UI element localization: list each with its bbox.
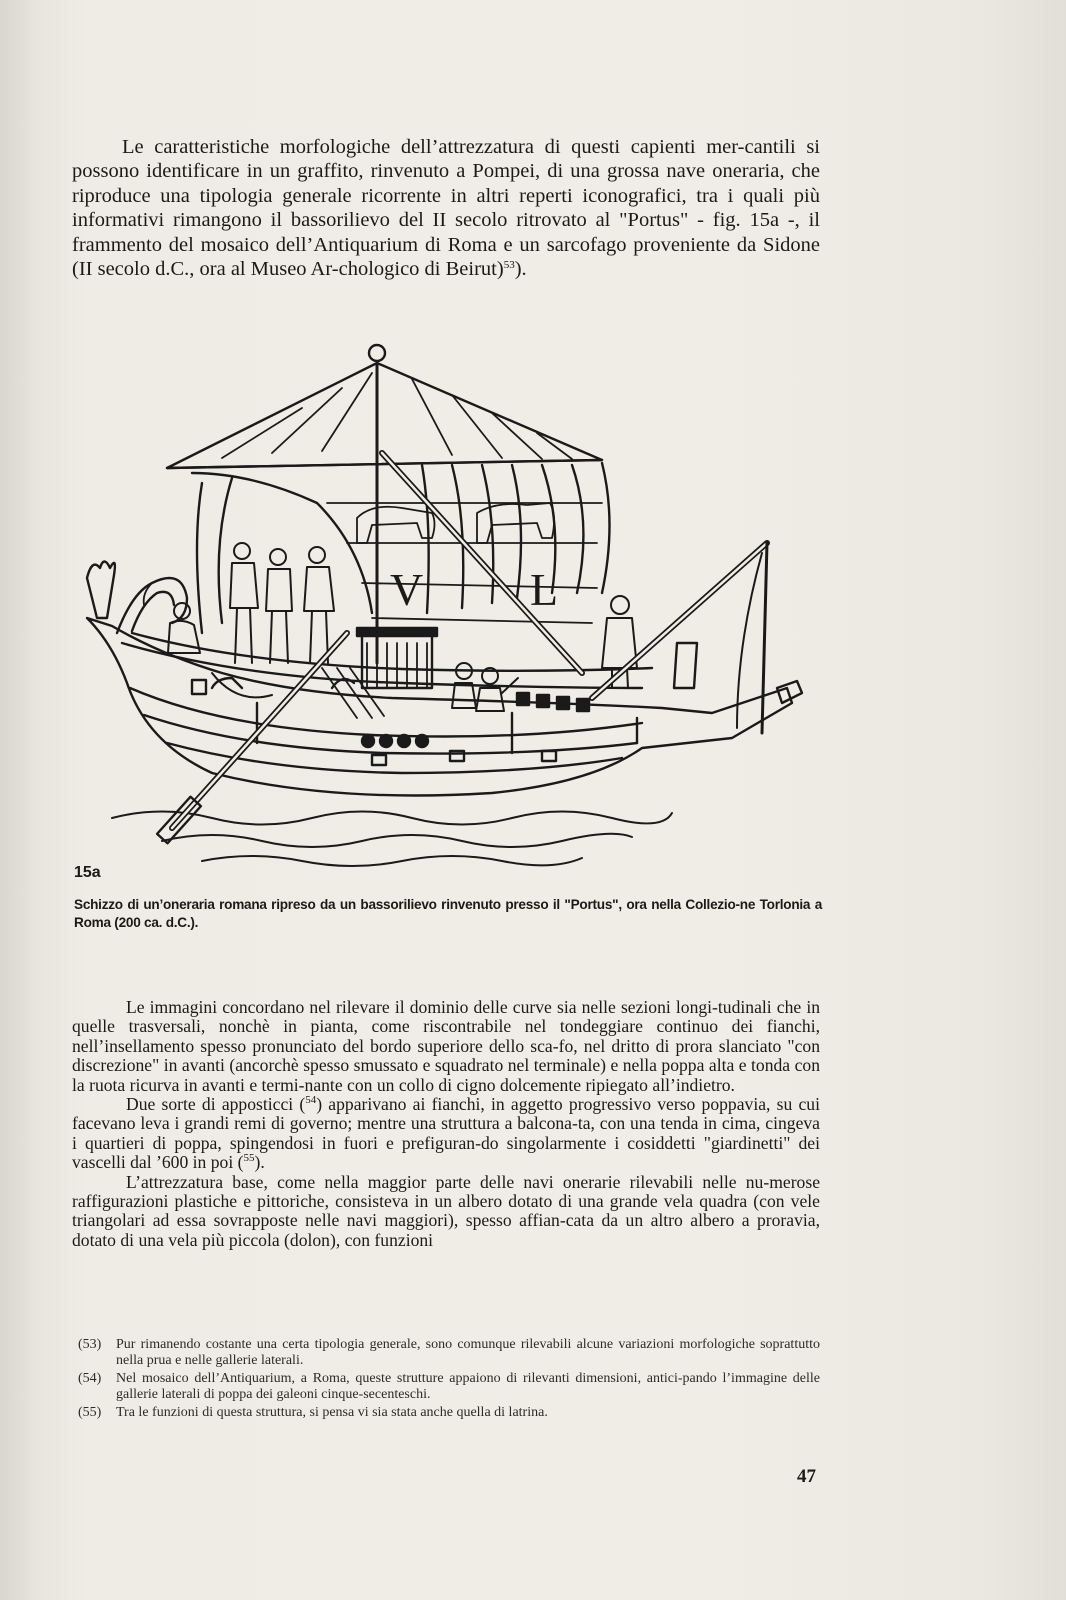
sail-letter-l: L <box>530 564 559 615</box>
figure-caption: Schizzo di un’oneraria romana ripreso da un bassorilievo rinvenuto presso il "Portus", ora nella Collezio-ne Torlonia a Roma (200 ca. d.C.). <box>74 897 822 930</box>
mast <box>369 345 385 663</box>
footnote-text: Nel mosaico dell’Antiquarium, a Roma, queste strutture appaiono di rilevanti dimensioni, antici-pando l’immagine delle gallerie laterali di poppa dei galeoni cinque-secenteschi. <box>116 1371 820 1402</box>
footnote-ref-54[interactable]: 54 <box>305 1094 317 1107</box>
bow-spar <box>592 543 802 733</box>
footnotes <box>78 1337 820 1424</box>
paragraph-apposticci: Due sorte di apposticci ($^{54}$) apparivano ai fianchi, in aggetto progressivo verso poppavia, su cui facevano leva i grandi remi di governo; mentre una struttura a balcona-ta, con una tenda in cima, cingeva i quartieri di poppa, spingendosi in fuori e prefiguran-do singolarmente i cosiddetti "giardinetti" dei vascelli dal ’600 in poi ($^{55}$). <box>72 1094 820 1173</box>
footnote-ref-55[interactable]: 55 <box>243 1152 255 1165</box>
winged-figure <box>87 562 115 619</box>
footnote-53 <box>78 1337 820 1368</box>
footnote-number: (53) <box>78 1337 102 1352</box>
intro-paragraph: Le caratteristiche morfologiche dell’attrezzatura di questi capienti mer-cantili si possono identificare in un graffito, rinvenuto a Pompei, di una grossa nave oneraria, che riproduce una tipologia generale ricorrente in altri reperti iconografici, tra i quali più informativi rimangono il bassorilievo del II secolo ritrovato al "Portus" - fig. 15a -, il frammento del mosaico dell’Antiquarium di Roma e un sarcofago proveniente da Sidone (II secolo d.C., ora al Museo Ar-chologico di Beirut)$^{53}$). <box>72 136 820 281</box>
footnote-text: Tra le funzioni di questa struttura, si pensa vi sia stata anche quella di latrina. <box>116 1405 548 1421</box>
paragraph-attrezzatura: L’attrezzatura base, come nella maggior parte delle navi onerarie rilevabili nelle nu-merose raffigurazioni plastiche e pittoriche, consisteva in un albero dotato di una grande vela quadra (con vele triangolari ad essa sovrapposte nelle navi maggiori), spesso affian-cata da un altro albero a proravia, dotato di una vela più piccola (dolon), con funzioni <box>72 1171 820 1250</box>
sail-letter-v: V <box>390 564 424 615</box>
sail <box>167 363 610 673</box>
ship-hull <box>87 618 792 796</box>
water-waves <box>112 812 672 867</box>
footnote-55 <box>78 1405 820 1421</box>
paragraph-curves: Le immagini concordano nel rilevare il dominio delle curve sia nelle sezioni longi-tudinali che in quelle trasversali, nonchè in pianta, come riscontrabile nel tondeggiare continuo dei fianchi, nell’insellamento spesso pronunciato del bordo superiore dello sca-fo, nel dritto di prora slanciato "con discrezione" in avanti (ancorchè spesso smussato e squadrato nel terminale) e nella poppa alta e tonda con la ruota ricurva in avanti e termi-nante con un collo di cigno dolcemente ripiegato all’indietro. <box>72 997 820 1095</box>
page-number: 47 <box>797 1466 816 1487</box>
footnote-number: (54) <box>78 1371 102 1387</box>
body-text <box>72 998 820 1250</box>
ship-illustration <box>72 343 822 883</box>
figure-number: 15a <box>74 864 101 881</box>
steering-oar <box>157 633 347 843</box>
footnote-number: (55) <box>78 1405 102 1421</box>
footnote-54 <box>78 1371 820 1402</box>
footnote-text: Pur rimanendo costante una certa tipologia generale, sono comunque rilevabili alcune variazioni morfologiche soprattutto nella prua e nelle gallerie laterali. <box>116 1337 820 1368</box>
footnote-ref-53[interactable]: 53 <box>503 259 515 272</box>
